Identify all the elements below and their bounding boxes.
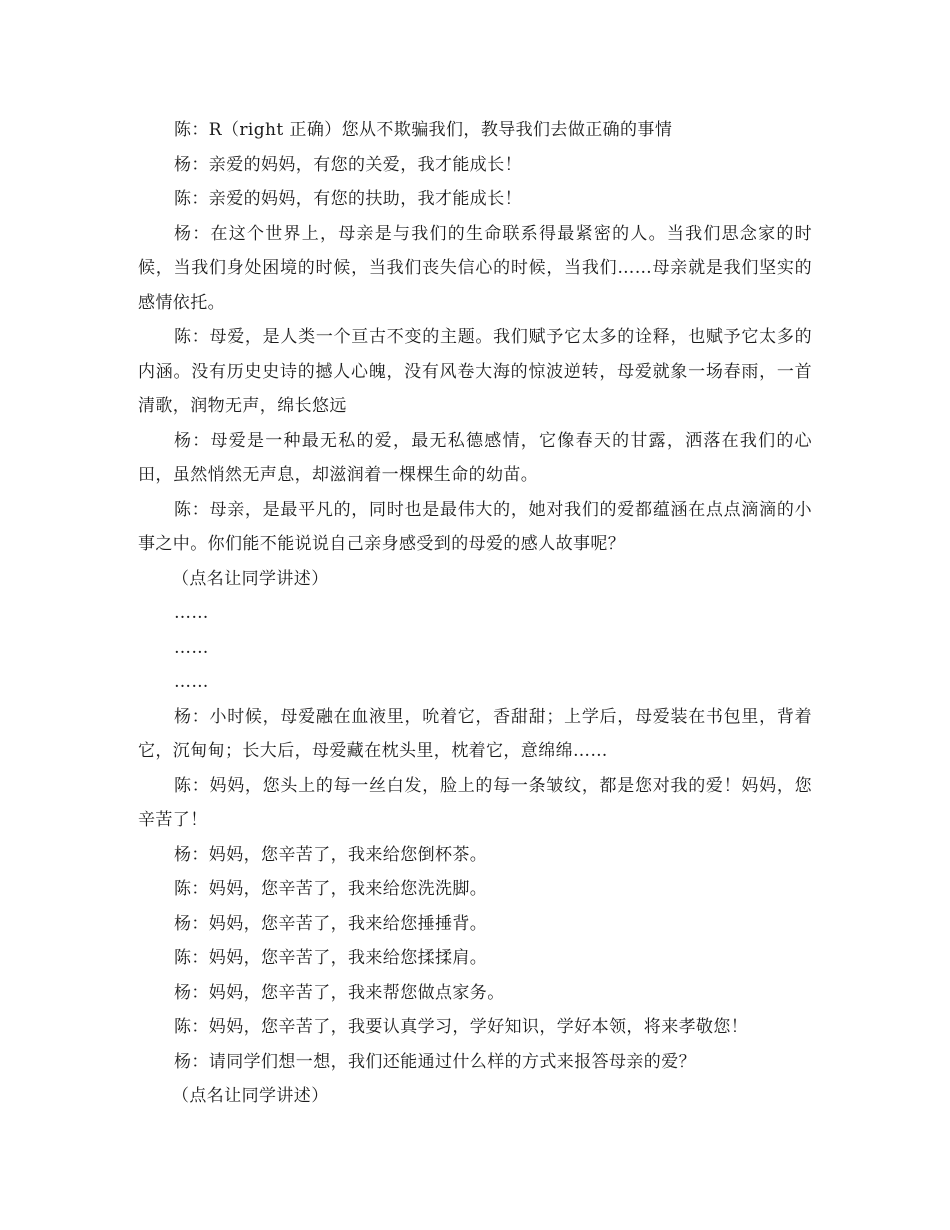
ellipsis-line: …… [174, 637, 209, 658]
ellipsis-line: …… [174, 672, 209, 692]
dialogue-line: 杨：母爱是一种最无私的爱，最无私德感情，它像春天的甘露，洒落在我们的心田，虽然悄然无声息，却滋润着一棵棵生命的幼苗。 [138, 430, 812, 485]
dialogue-line: 陈：亲爱的妈妈，有您的扶助，我才能成长！ [174, 189, 522, 209]
dialogue-line: 陈：妈妈，您辛苦了，我要认真学习，学好知识，学好本领，将来孝敬您！ [174, 1017, 749, 1037]
dialogue-line: 杨：亲爱的妈妈，有您的关爱，我才能成长！ [174, 154, 522, 175]
dialogue-line: 陈：妈妈，您辛苦了，我来给您洗洗脚。 [174, 879, 488, 899]
dialogue-line: 陈：妈妈，您辛苦了，我来给您揉揉肩。 [174, 948, 488, 968]
dialogue-line: 杨：请同学们想一想，我们还能通过什么样的方式来报答母亲的爱？ [174, 1051, 696, 1072]
dialogue-line: 杨：妈妈，您辛苦了，我来给您捶捶背。 [174, 913, 488, 934]
dialogue-line: 陈：母爱，是人类一个亘古不变的主题。我们赋予它太多的诠释，也赋予它太多的内涵。没有历史史诗的撼人心魄，没有风卷大海的惊波逆转，母爱就象一场春雨，一首清歌，润物无声，绵长悠远 [138, 327, 812, 416]
ellipsis-line: …… [174, 603, 209, 623]
stage-direction: （点名让同学讲述） [172, 568, 329, 589]
dialogue-line: 杨：妈妈，您辛苦了，我来给您倒杯茶。 [174, 844, 488, 865]
dialogue-line: 陈：妈妈，您头上的每一丝白发，脸上的每一条皱纹，都是您对我的爱！妈妈，您辛苦了！ [138, 775, 812, 830]
stage-direction: （点名让同学讲述） [172, 1086, 329, 1106]
dialogue-line: 杨：妈妈，您辛苦了，我来帮您做点家务。 [174, 982, 505, 1003]
dialogue-line: 杨：在这个世界上，母亲是与我们的生命联系得最紧密的人。当我们思念家的时候，当我们身处困境的时候，当我们丧失信心的时候，当我们……母亲就是我们坚实的感情依托。 [138, 223, 812, 313]
dialogue-line: 陈：母亲，是最平凡的，同时也是最伟大的，她对我们的爱都蕴涵在点点滴滴的小事之中。你们能不能说说自己亲身感受到的母爱的感人故事呢？ [138, 499, 812, 554]
dialogue-line: 杨：小时候，母爱融在血液里，吮着它，香甜甜；上学后，母爱装在书包里，背着它，沉甸甸；长大后，母爱藏在枕头里，枕着它，意绵绵…… [138, 706, 812, 761]
dialogue-line: 陈：R（right 正确）您从不欺骗我们，教导我们去做正确的事情 [174, 120, 673, 140]
